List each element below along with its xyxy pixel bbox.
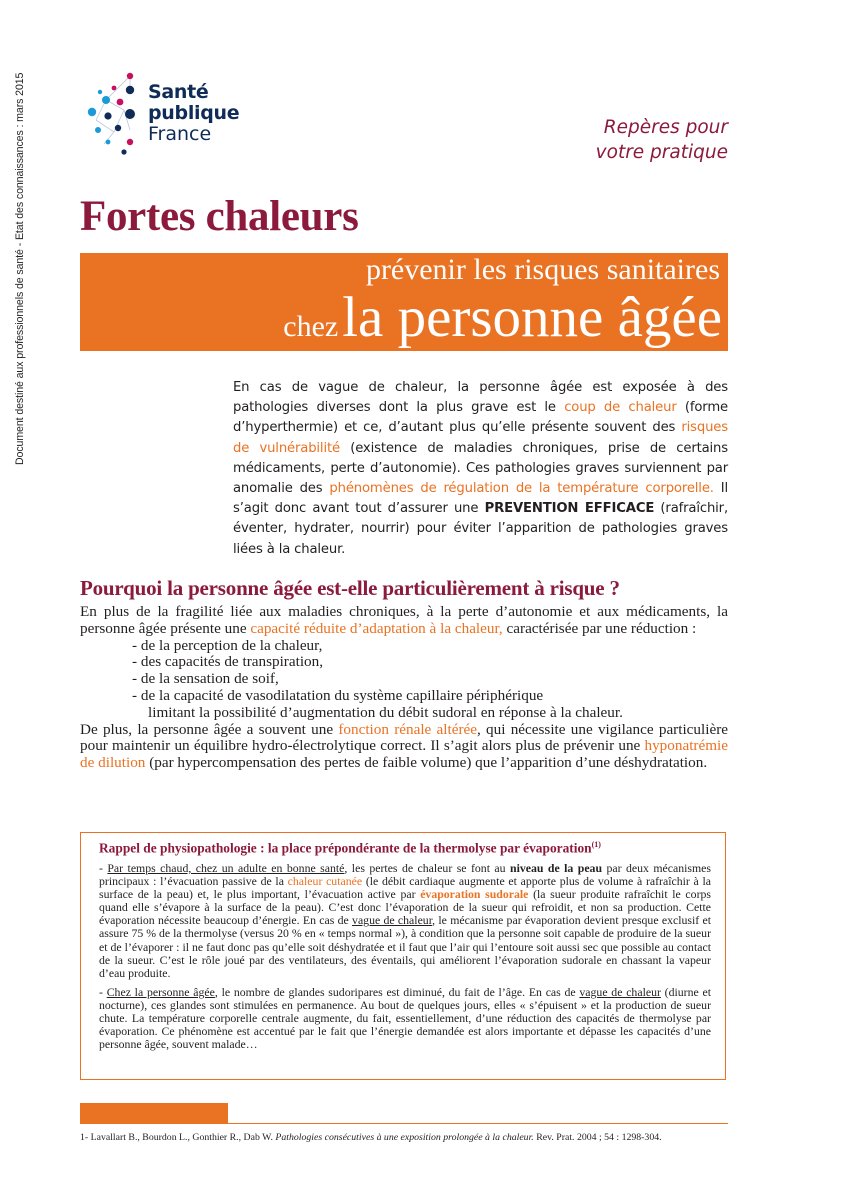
logo-text-sante: Santé: [148, 81, 209, 103]
box-title: [99, 840, 601, 856]
footer-orange-bar: [80, 1103, 228, 1123]
side-note: Document destiné aux professionnels de santé - Etat des connaissances : mars 2015: [14, 72, 26, 465]
banner-main-title: [283, 285, 722, 350]
footer-rule: [80, 1123, 728, 1124]
body-highlight: capacité réduite d’adaptation à la chaleur,: [250, 619, 503, 637]
section-body: [80, 604, 728, 772]
title-banner: [80, 253, 728, 351]
intro-text: (rafraîchir, éventer, hydrater, nourrir) pour éviter l’apparition de pathologies graves liées à la chaleur.: [233, 501, 728, 557]
box-text: par deux mécanismes principaux : l’évacuation passive de la: [99, 861, 712, 889]
section-paragraph-2: [80, 722, 728, 772]
page-title: Fortes chaleurs: [80, 193, 359, 240]
list-item: - des capacités de transpiration,: [132, 653, 324, 671]
sante-publique-france-logo: [84, 70, 274, 160]
footnote-italic: Pathologies consécutives à une exposition prolongée à la chaleur.: [275, 1132, 534, 1143]
body-highlight: fonction rénale altérée: [338, 720, 477, 738]
box-title-text: Rappel de physiopathologie : la place prépondérante de la thermolyse par évaporation: [99, 840, 592, 856]
intro-text: En cas de vague de chaleur, la personne âgée est exposée à des pathologies diverses dont la plus grave est le: [233, 380, 728, 416]
footnote-text: 1- Lavallart B., Bourdon L., Gonthier R., Dab W.: [80, 1132, 276, 1143]
box-highlight: chaleur cutanée: [287, 874, 363, 889]
intro-paragraph: [233, 378, 728, 560]
footnote: [80, 1132, 662, 1143]
box-body: [99, 862, 711, 1057]
reperes-line1: Repères pour: [603, 117, 728, 138]
box-text: , le nombre de glandes sudoripares est diminué, du fait de l’âge. En cas de: [214, 984, 580, 999]
section-paragraph-1: [80, 604, 728, 638]
intro-highlight: risques de vulnérabilité: [233, 420, 728, 456]
banner-chez: chez: [283, 310, 339, 343]
logo-text-publique: publique: [148, 102, 240, 124]
body-highlight: hyponatrémie de dilution: [80, 737, 728, 772]
intro-text: (forme d’hyperthermie) et ce, d’autant plus qu’elle présente souvent des: [233, 400, 728, 436]
logo-dots-icon: [84, 70, 148, 160]
banner-main: la personne âgée: [342, 286, 722, 349]
intro-text: (existence de maladies chroniques, prise de certains médicaments, perte d’autonomie). Ces pathologies graves surviennent par anomalie des: [233, 440, 728, 497]
body-text: , qui nécessite une vigilance particulière pour maintenir un équilibre hydro-électrolytique correct. Il s’agit alors plus de prévenir une: [80, 720, 728, 755]
reperes-line2: votre pratique: [595, 142, 728, 163]
box-highlight: évaporation sudorale: [420, 887, 529, 902]
box-bold: niveau de la peau: [510, 861, 603, 875]
box-underline: Par temps chaud, chez un adulte en bonne santé: [107, 861, 345, 875]
body-text: De plus, la personne âgée a souvent une: [80, 720, 339, 738]
box-text: -: [99, 861, 108, 875]
box-text: , les pertes de chaleur se font au: [344, 861, 511, 875]
footnote-text: Rev. Prat. 2004 ; 54 : 1298-304.: [533, 1132, 662, 1143]
reduction-list: [132, 638, 728, 722]
box-paragraph-elderly: [99, 986, 711, 1051]
box-paragraph-adult: [99, 862, 711, 980]
footnote-ref: (1): [591, 840, 601, 849]
box-text: , le mécanisme par évaporation devient presque exclusif et assure 75 % de la thermolyse (versus 20 % en « temps normal »), à condition que la personne soit capable de produire de la sueur et de l’évaporer : il ne faut donc pas qu’elle soit déshydratée et il faut que l’air qui l’entoure soit aussi sec que possible au contact de la sueur. C’est le rôle joué par des ventilateurs, des éventails, qui améliorent l’évaporation sudorale en chassant la vapeur d’eau produite.: [99, 913, 711, 980]
box-text: (diurne et nocturne), ces glandes sont stimulées en permanence. Au bout de quelques jours, elles « s’épuisent » et la production de sueur chute. La température corporelle centrale augmente, du fait, essentiellement, d’une réduction des capacités de thermolyse par évaporation. Ce phénomène est accentué par le fait que l’énergie demandée est alors importante et dépasse les capacités d’une personne âgée, souvent malade…: [99, 984, 711, 1052]
intro-bold: PREVENTION EFFICACE: [484, 501, 655, 517]
box-underline: vague de chaleur: [352, 913, 433, 928]
body-text: En plus de la fragilité liée aux maladies chroniques, à la perte d’autonomie et aux médicaments, la personne âgée présente une: [80, 603, 728, 637]
intro-highlight: coup de chaleur: [564, 400, 677, 416]
list-item: - de la capacité de vasodilatation du système capillaire périphérique: [132, 686, 544, 704]
box-text: (la sueur produite rafraîchit le corps quand elle s’évapore à la surface de la peau). C’est donc l’évaporation de la sueur qui refroidit, et non sa production. Cette évaporation nécessite beaucoup d’énergie. En cas de: [99, 887, 711, 928]
box-underline: Chez la personne âgée: [106, 984, 215, 999]
physiopathology-box: [80, 832, 726, 1080]
list-item: - de la perception de la chaleur,: [132, 636, 323, 654]
box-underline: vague de chaleur: [579, 984, 661, 999]
box-text: -: [99, 984, 107, 999]
body-text: caractérisée par une réduction :: [502, 619, 697, 637]
logo-text-france: France: [148, 123, 212, 145]
list-item: - de la sensation de soif,: [132, 670, 279, 688]
banner-subtitle: prévenir les risques sanitaires: [365, 253, 720, 286]
list-item-continuation: limitant la possibilité d’augmentation du débit sudoral en réponse à la chaleur.: [148, 703, 623, 721]
box-text: (le débit cardiaque augmente et apporte plus de volume à rafraîchir à la surface de la peau) et, le plus important, l’évacuation active par: [99, 874, 711, 902]
body-text: (par hypercompensation des pertes de faible volume) que l’apparition d’une déshydratation.: [145, 754, 708, 772]
intro-text: Il s’agit donc avant tout d’assurer une: [233, 481, 728, 517]
reperes-tagline: [596, 115, 728, 165]
section-heading: Pourquoi la personne âgée est-elle particulièrement à risque ?: [80, 576, 620, 600]
intro-highlight: phénomènes de régulation de la température corporelle.: [329, 481, 714, 497]
